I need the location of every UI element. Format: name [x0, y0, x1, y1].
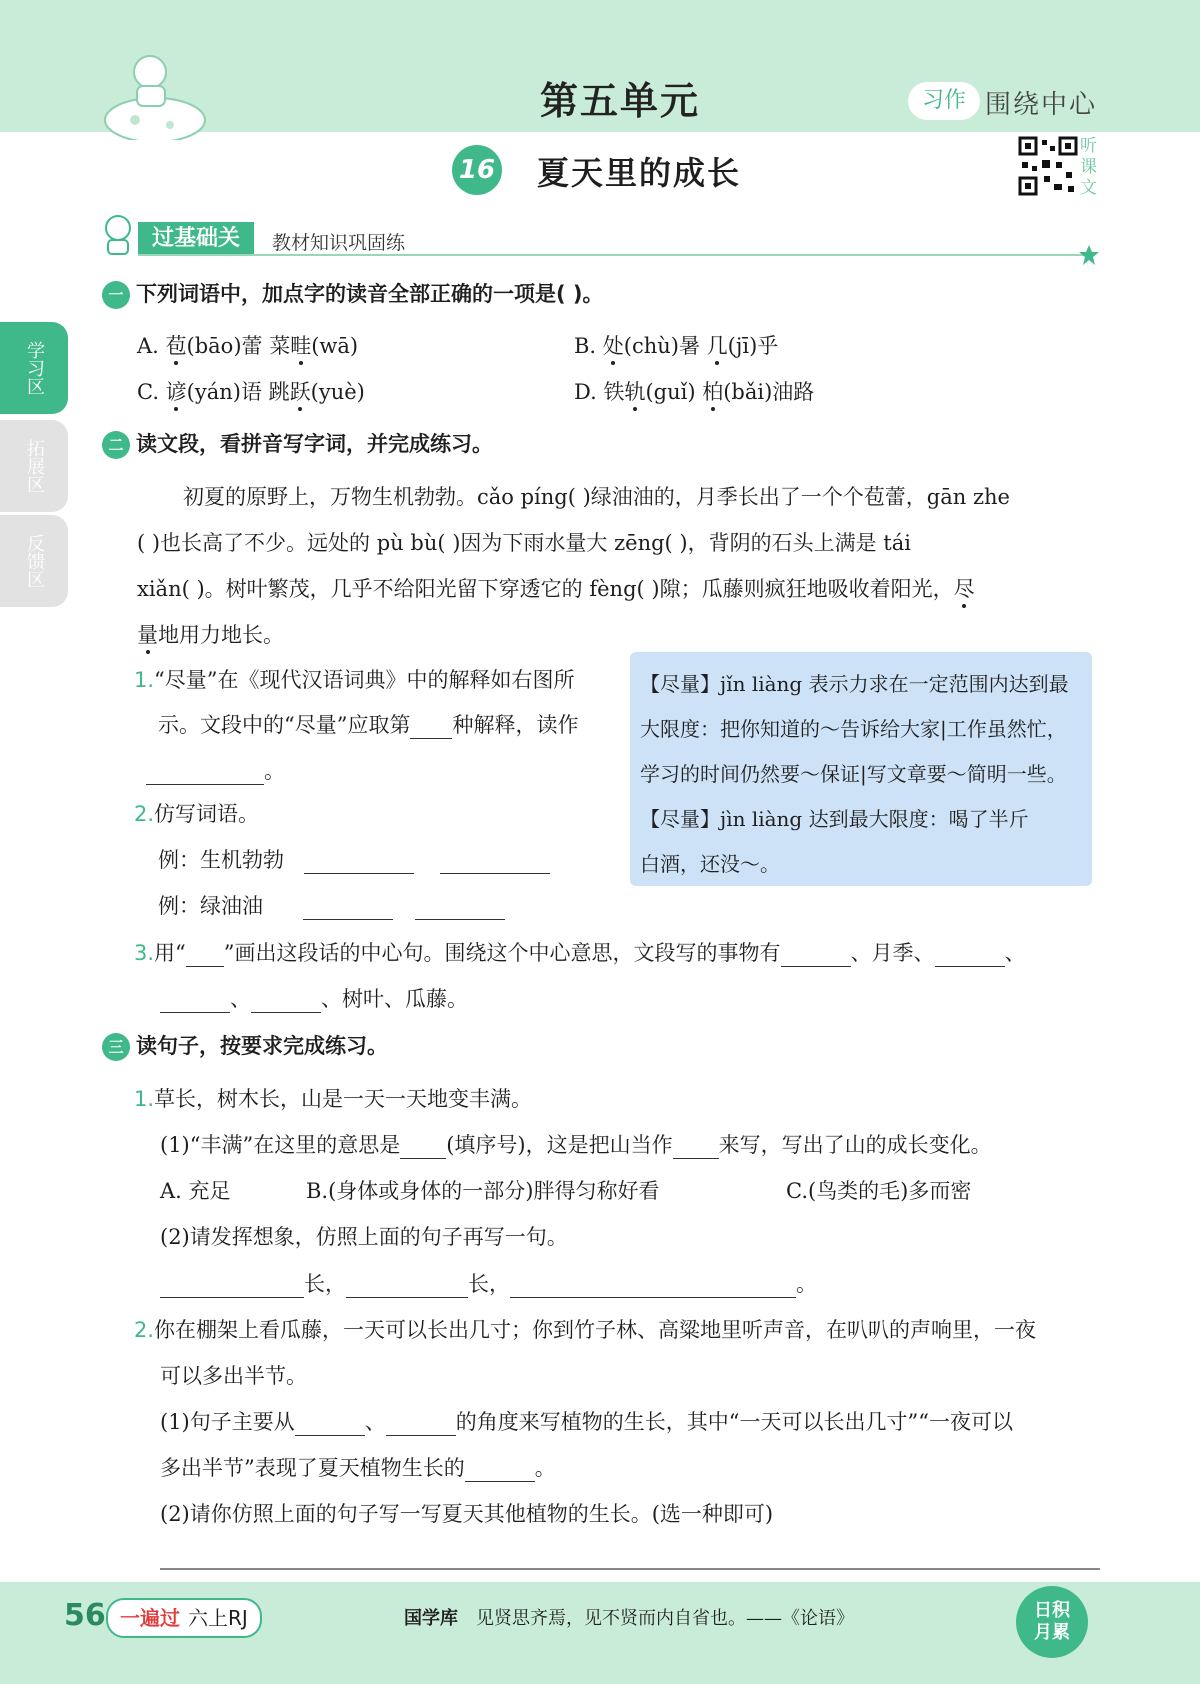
- listen-char: 文: [1080, 178, 1097, 198]
- badge-line: 日积: [1034, 1600, 1070, 1621]
- lesson-title: 夏天里的成长: [537, 154, 742, 192]
- answer-line[interactable]: [160, 1568, 1100, 1570]
- option-b: B. 处(chù)暑 几(jī)乎: [574, 334, 779, 358]
- sub-question-2: 2.仿写词语。: [134, 802, 260, 826]
- footer-quote: [404, 1604, 854, 1630]
- question-text: 读文段，看拼音写字词，并完成练习。: [136, 432, 493, 456]
- section-divider: [138, 254, 1088, 256]
- listen-char: 听: [1080, 136, 1097, 156]
- q3-fill-line: 长， 长， 。: [160, 1268, 817, 1298]
- example-line: 例：生机勃勃: [158, 844, 550, 874]
- answer-blank[interactable]: [186, 944, 224, 967]
- answer-blank[interactable]: [410, 716, 452, 739]
- grade-label: 六上RJ: [188, 1606, 248, 1630]
- sub-question-1: 1.“尽量”在《现代汉语词典》中的解释如右图所: [134, 668, 575, 692]
- question-text: 下列词语中，加点字的读音全部正确的一项是( )。: [136, 282, 604, 306]
- lesson-number-badge: 16: [452, 145, 502, 195]
- q3-part: (1)“丰满”在这里的意思是 (填序号)，这是把山当作 来写，写出了山的成长变化。: [160, 1133, 992, 1157]
- answer-blank[interactable]: [935, 944, 1005, 967]
- option-c: C. 谚(yán)语 跳跃(yuè): [137, 380, 365, 404]
- dictionary-line: 【尽量】jǐn liàng 表示力求在一定范围内达到最: [640, 672, 1069, 696]
- astronaut-moon-illustration: [95, 40, 215, 140]
- q3-part: (2)请发挥想象，仿照上面的句子再写一句。: [160, 1225, 568, 1249]
- passage-line: xiǎn( )。树叶繁茂，几乎不给阳光留下穿透它的 fèng( )隙；瓜藤则疯狂地吸收着阳光，尽: [137, 577, 975, 601]
- question-number-icon: 三: [102, 1033, 130, 1061]
- listen-char: 课: [1080, 157, 1097, 177]
- dictionary-line: 大限度：把你知道的～告诉给大家|工作虽然忙，: [640, 717, 1067, 741]
- option-a: A. 苞(bāo)蕾 菜畦(wā): [137, 334, 359, 358]
- answer-blank[interactable]: [415, 897, 505, 920]
- question-2-heading: [102, 428, 493, 459]
- answer-blank[interactable]: [146, 762, 264, 785]
- brand-logo: 一遍过: [120, 1606, 180, 1630]
- side-tab-extend[interactable]: 拓展区: [0, 420, 68, 512]
- dictionary-line: 学习的时间仍然要～保证|写文章要～简明一些。: [640, 762, 1067, 786]
- quote-text: 见贤思齐焉，见不贤而内自省也。——《论语》: [476, 1608, 854, 1629]
- passage-line: ( )也长高了不少。远处的 pù bù( )因为下雨水量大 zēng( )，背阴的石头上满是 tái: [137, 531, 911, 555]
- topic-badge: 习作: [908, 82, 980, 120]
- answer-blank[interactable]: [440, 851, 550, 874]
- question-3-heading: [102, 1030, 388, 1061]
- answer-blank[interactable]: [510, 1275, 796, 1298]
- example-line: 例：绿油油: [158, 890, 505, 920]
- answer-blank[interactable]: [160, 1275, 304, 1298]
- answer-blank[interactable]: [303, 897, 393, 920]
- question-number-icon: 二: [102, 431, 130, 459]
- answer-blank[interactable]: [160, 990, 230, 1013]
- sub-question-3-line: 、 、树叶、瓜藤。: [160, 983, 468, 1013]
- section-subtitle: 教材知识巩固练: [272, 232, 406, 254]
- answer-blank[interactable]: [781, 944, 851, 967]
- brand-pill: [106, 1598, 262, 1638]
- q3-part: (1)句子主要从 、 的角度来写植物的生长，其中“一天可以长出几寸”“一夜可以: [160, 1410, 1013, 1434]
- q3-option-b: B.(身体或身体的一部分)胖得匀称好看: [306, 1179, 660, 1203]
- dictionary-line: 【尽量】jìn liàng 达到最大限度：喝了半斤: [640, 807, 1029, 831]
- badge-line: 月累: [1034, 1622, 1070, 1643]
- q3-sentence-1: 1.草长，树木长，山是一天一天地变丰满。: [134, 1087, 533, 1111]
- answer-blank[interactable]: [400, 1136, 446, 1159]
- passage-line: 初夏的原野上，万物生机勃勃。cǎo píng( )绿油油的，月季长出了一个个苞蕾，gān zhe: [183, 485, 1010, 509]
- qr-code-icon[interactable]: [1018, 136, 1078, 196]
- passage-line: 量地用力地长。: [137, 623, 284, 647]
- q3-option-a: A. 充足: [160, 1179, 231, 1203]
- answer-blank[interactable]: [673, 1136, 719, 1159]
- q3-sentence-2: 2.你在棚架上看瓜藤，一天可以长出几寸；你到竹子林、高粱地里听声音，在叭叭的声响里，一夜: [134, 1318, 1037, 1342]
- answer-blank[interactable]: [346, 1275, 468, 1298]
- q3-sentence-2-line: 可以多出半节。: [160, 1364, 307, 1388]
- unit-title: 第五单元: [540, 79, 701, 123]
- answer-blank[interactable]: [304, 851, 414, 874]
- answer-blank[interactable]: [386, 1413, 456, 1436]
- q3-part: 多出半节”表现了夏天植物生长的 。: [160, 1456, 556, 1480]
- answer-blank[interactable]: [465, 1459, 535, 1482]
- side-tab-study[interactable]: 学习区: [0, 322, 68, 414]
- sub-question-1-line: 示。文段中的“尽量”应取第 种解释，读作: [158, 713, 579, 737]
- question-1-heading: [102, 278, 604, 309]
- side-tab-feedback[interactable]: 反馈区: [0, 515, 68, 607]
- question-text: 读句子，按要求完成练习。: [136, 1034, 388, 1058]
- quote-label: 国学库: [404, 1608, 458, 1629]
- star-icon: [1078, 244, 1100, 266]
- page-number: 56: [64, 1598, 106, 1633]
- q3-part: (2)请你仿照上面的句子写一写夏天其他植物的生长。(选一种即可): [160, 1502, 774, 1526]
- dictionary-line: 白酒，还没～。: [640, 852, 780, 876]
- sub-question-3: 3.用“ ”画出这段话的中心句。围绕这个中心意思，文段写的事物有 、月季、 、: [134, 941, 1026, 965]
- answer-blank[interactable]: [295, 1413, 365, 1436]
- mascot-icon: [98, 212, 140, 258]
- question-number-icon: 一: [102, 281, 130, 309]
- listen-label: [1080, 136, 1102, 199]
- q3-option-c: C.(鸟类的毛)多而密: [786, 1179, 972, 1203]
- section-banner: 过基础关: [138, 222, 254, 256]
- option-d: D. 铁轨(guǐ) 柏(bǎi)油路: [574, 380, 815, 404]
- answer-blank[interactable]: [251, 990, 321, 1013]
- topic-text: 围绕中心: [985, 90, 1098, 120]
- sub-question-1-line: 。: [146, 755, 285, 785]
- daily-accumulation-badge: [1016, 1586, 1088, 1658]
